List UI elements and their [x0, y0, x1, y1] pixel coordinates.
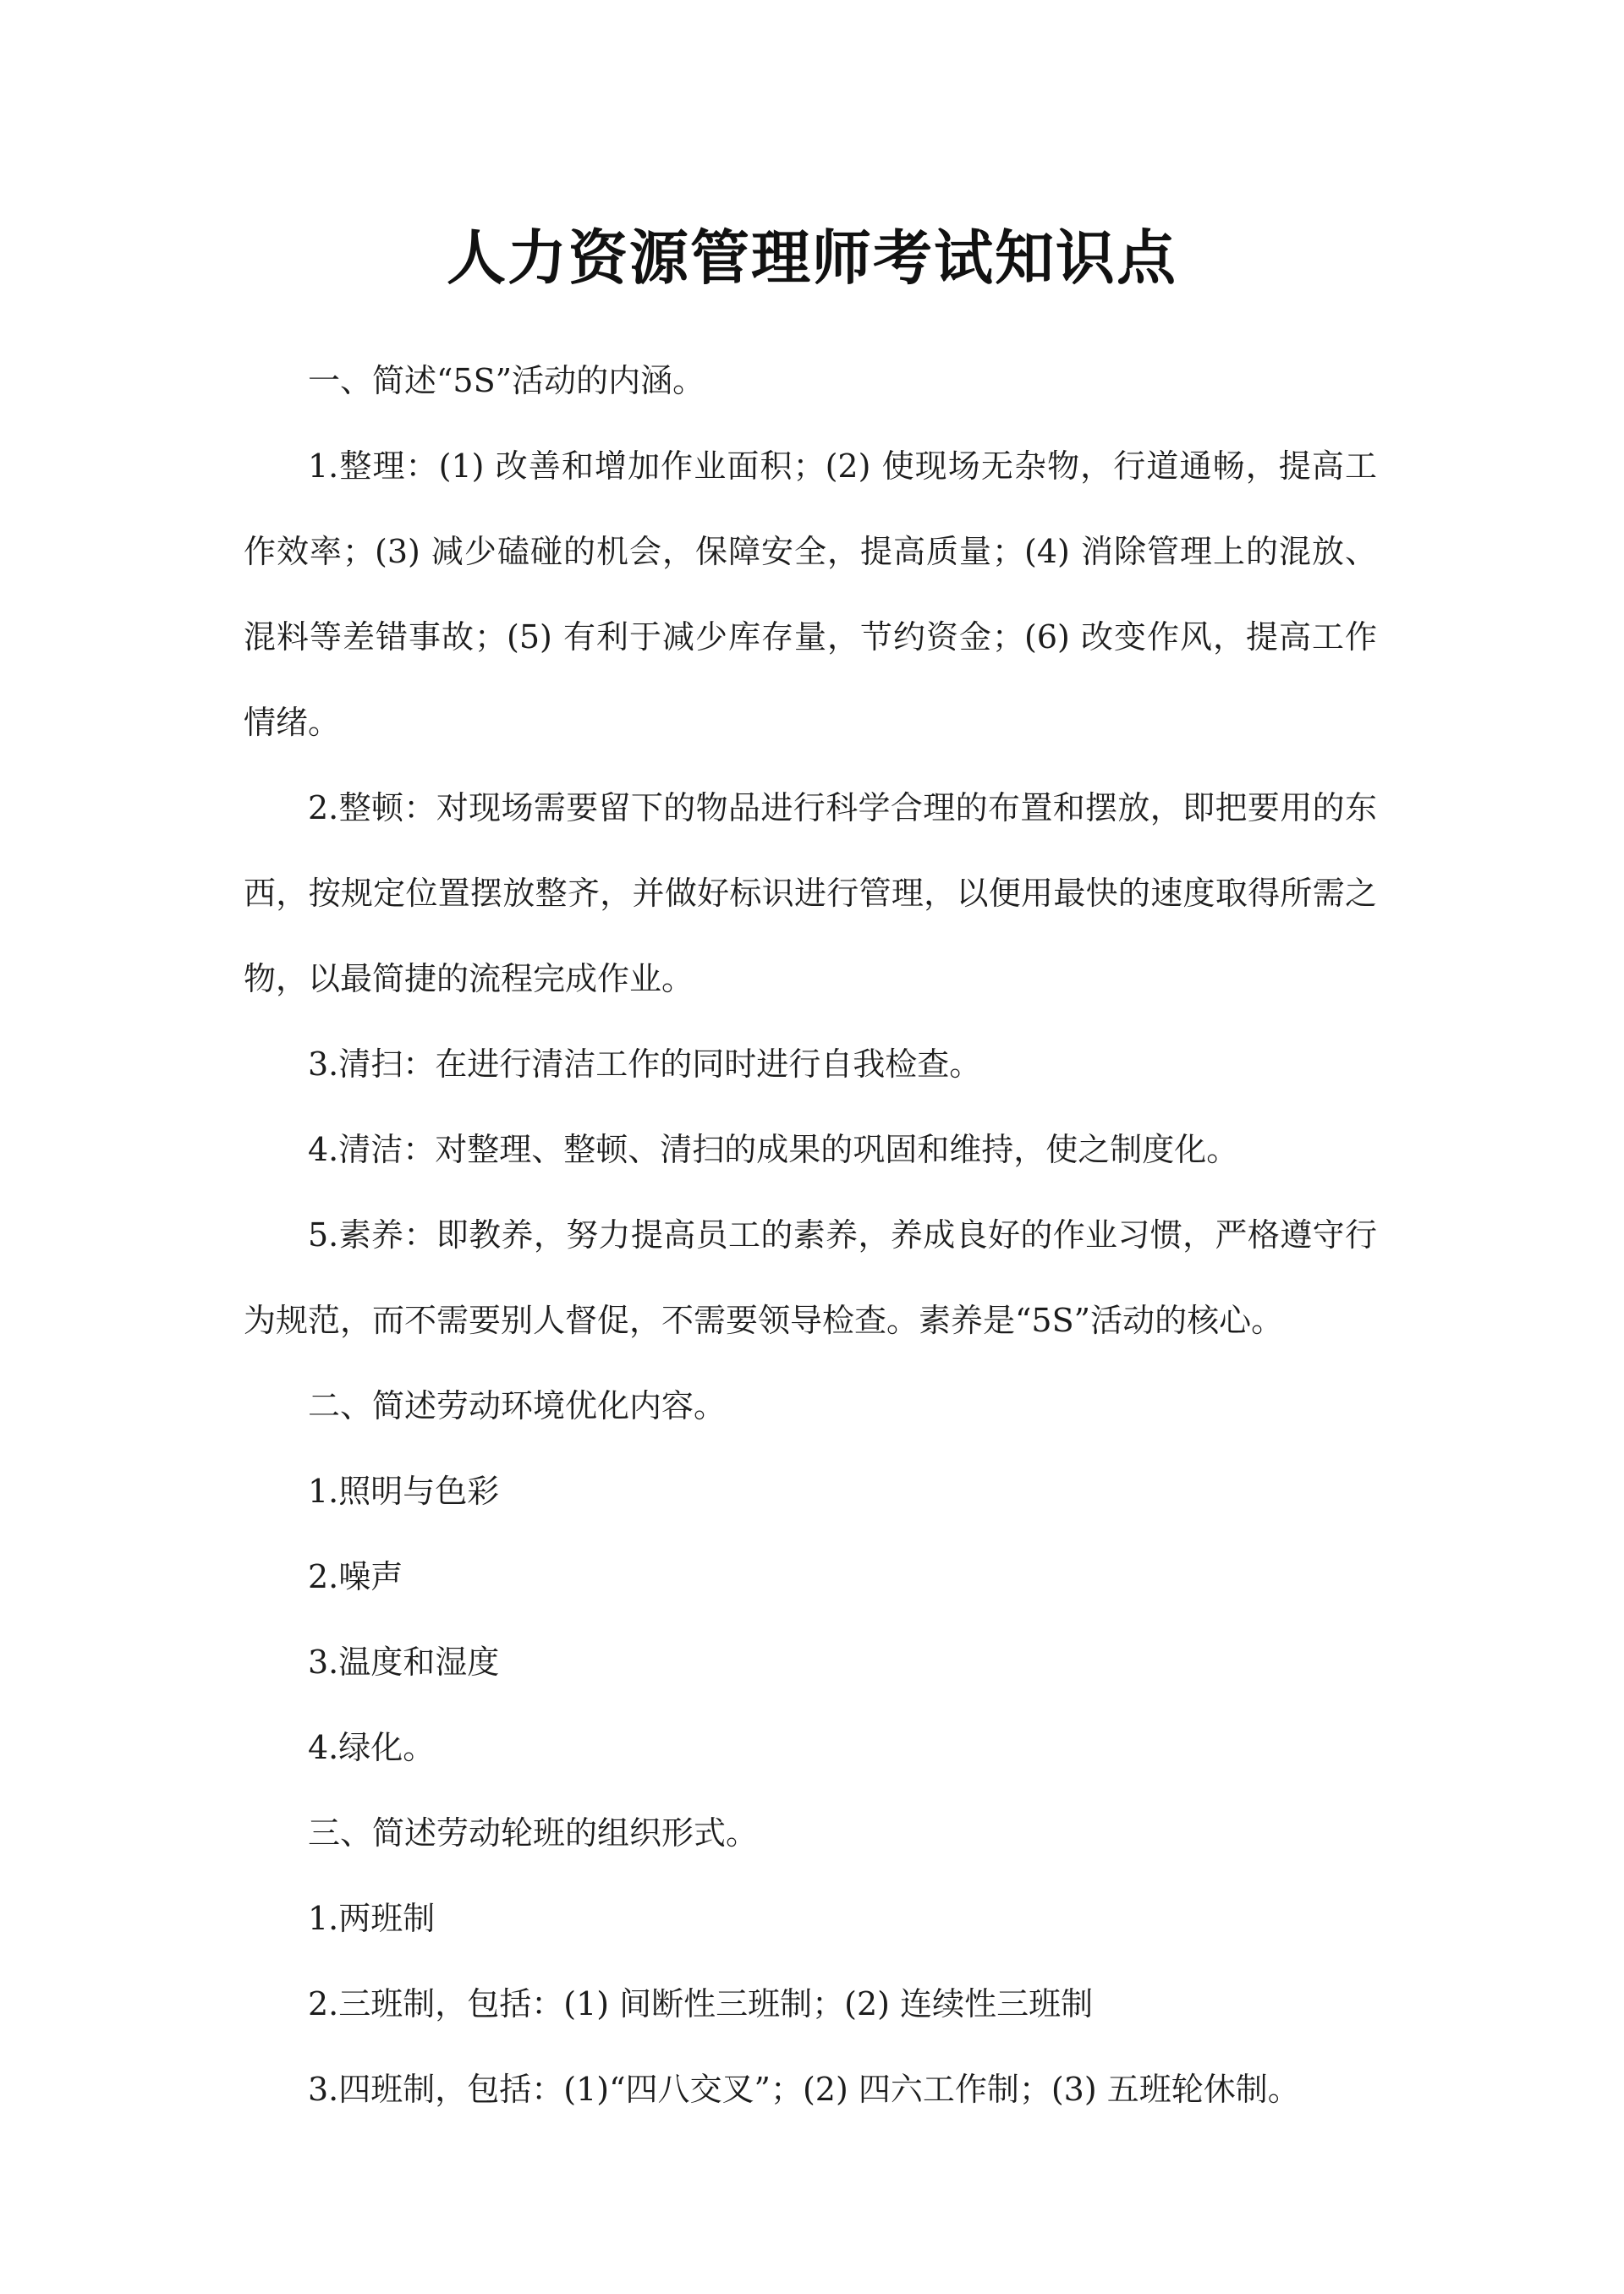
list-item: 1.照明与色彩	[308, 1473, 500, 1510]
document-body	[244, 338, 1377, 2132]
paragraph-seiri: 1.整理：(1) 改善和增加作业面积；(2) 使现场无杂物，行道通畅，提高工作效率；(3) 减少磕碰的机会，保障安全，提高质量；(4) 消除管理上的混放、混料等差错事故；(5) 有利于减少库存量，节约资金；(6) 改变作风，提高工作情绪。	[244, 447, 1377, 741]
paragraph-seiso: 3.清扫：在进行清洁工作的同时进行自我检查。	[308, 1045, 982, 1083]
section-heading-3: 三、简述劳动轮班的组织形式。	[308, 1814, 759, 1852]
section-heading-1: 一、简述“5S”活动的内涵。	[308, 362, 705, 399]
document-title: 人力资源管理师考试知识点	[447, 222, 1177, 293]
list-item: 3.温度和湿度	[308, 1644, 500, 1681]
list-item: 2.噪声	[308, 1558, 403, 1595]
paragraph-seiketsu: 4.清洁：对整理、整顿、清扫的成果的巩固和维持，使之制度化。	[308, 1131, 1239, 1168]
section-heading-2: 二、简述劳动环境优化内容。	[308, 1387, 727, 1424]
list-item: 2.三班制，包括：(1) 间断性三班制；(2) 连续性三班制	[308, 1985, 1094, 2022]
list-item: 4.绿化。	[308, 1729, 436, 1766]
list-item: 1.两班制	[308, 1900, 436, 1937]
list-item: 3.四班制，包括：(1)“四八交叉”；(2) 四六工作制；(3) 五班轮休制。	[308, 2071, 1300, 2108]
paragraph-shitsuke: 5.素养：即教养，努力提高员工的素养，养成良好的作业习惯，严格遵守行为规范，而不需要别人督促，不需要领导检查。素养是“5S”活动的核心。	[244, 1216, 1377, 1339]
paragraph-seiton: 2.整顿：对现场需要留下的物品进行科学合理的布置和摆放，即把要用的东西，按规定位置摆放整齐，并做好标识进行管理，以便用最快的速度取得所需之物，以最简捷的流程完成作业。	[244, 789, 1377, 997]
